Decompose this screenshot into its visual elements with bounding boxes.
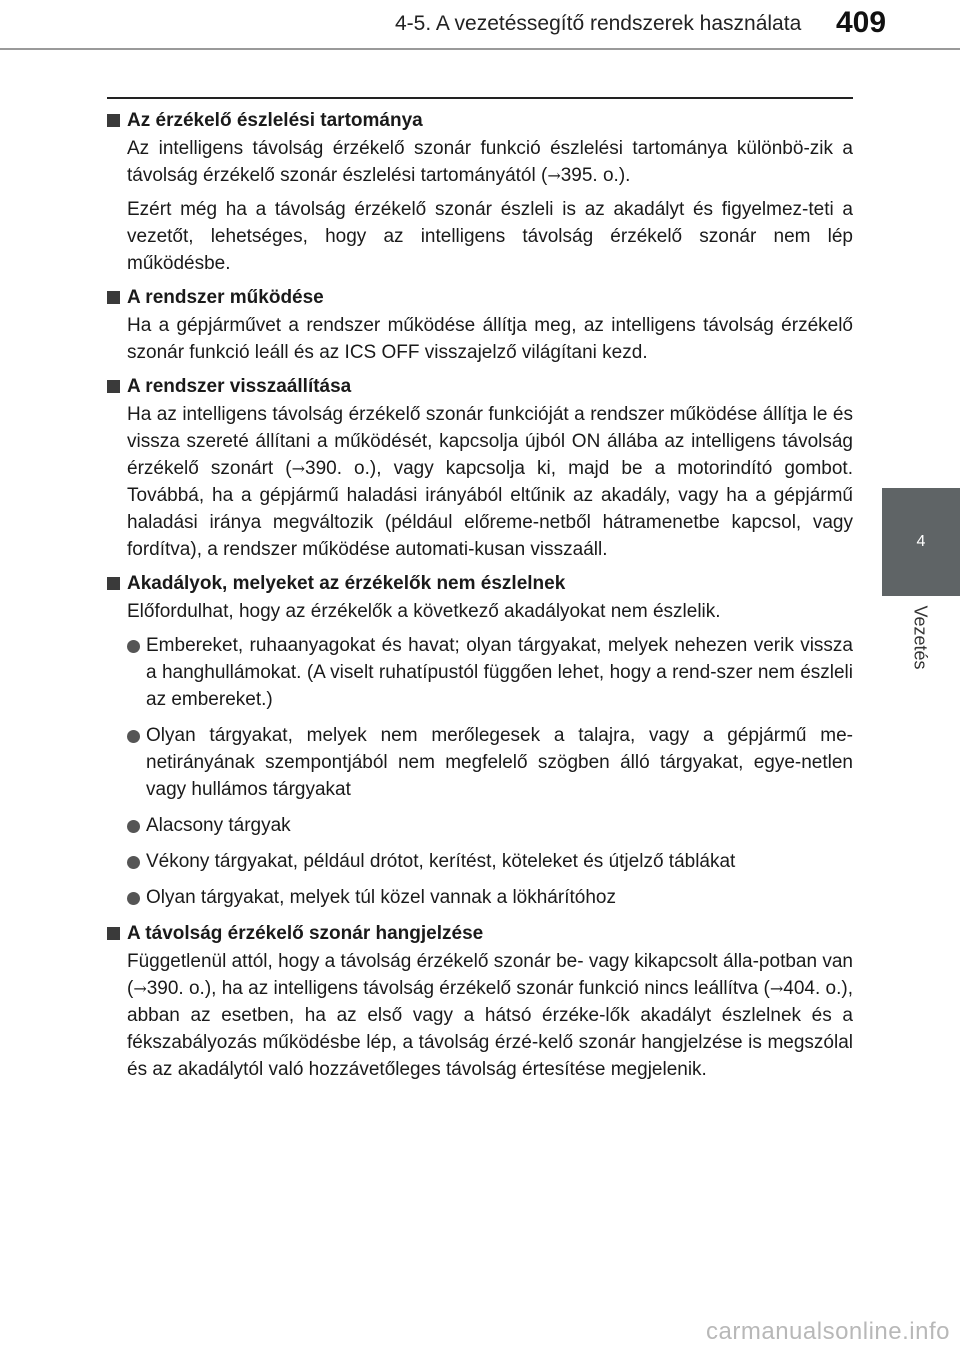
chapter-number: 4: [916, 533, 926, 550]
arrow-right-icon: →: [547, 166, 561, 185]
round-bullet-icon: [127, 820, 140, 833]
section-system-reset: [107, 373, 853, 563]
square-bullet-icon: [107, 380, 120, 393]
paragraph: Ha a gépjárművet a rendszer működése állítja meg, az intelligens távolság érzékelő szonár funkció leáll és az ICS OFF visszajelző világítani kezd.: [127, 315, 853, 363]
list-item: Olyan tárgyakat, melyek nem merőlegesek a talajra, vagy a gépjármű me-netirányának szempontjából nem megfelelő szögben álló tárgyakat, egye-netlen vagy hullámos tárgyakat: [127, 722, 853, 803]
paragraph: Előfordulhat, hogy az érzékelők a következő akadályokat nem észlelik.: [127, 601, 721, 622]
square-bullet-icon: [107, 927, 120, 940]
round-bullet-icon: [127, 730, 140, 743]
running-header: 4-5. A vezetéssegítő rendszerek használata: [395, 12, 802, 35]
header-rule: [0, 48, 960, 50]
section-system-operation: [107, 284, 853, 366]
heading-text: Az érzékelő észlelési tartománya: [127, 110, 423, 131]
paragraph: Ezért még ha a távolság érzékelő szonár észleli is az akadályt és figyelmez-teti a vezetőt, lehetséges, hogy az intelligens távolság érzékelő szonár nem lép működésbe.: [127, 199, 853, 274]
section-heading: [107, 570, 853, 597]
list-item: Olyan tárgyakat, melyek túl közel vannak a lökhárítóhoz: [127, 884, 853, 911]
chapter-label-container: [890, 592, 950, 682]
watermark: carmanualsonline.info: [706, 1318, 950, 1345]
round-bullet-icon: [127, 640, 140, 653]
square-bullet-icon: [107, 291, 120, 304]
list-item: Embereket, ruhaanyagokat és havat; olyan tárgyakat, melyek nehezen verik vissza a hanghullámokat. (A viselt ruhatípustól függően lehet, hogy a rend-szer nem észleli az embereket.): [127, 632, 853, 713]
arrow-right-icon: →: [291, 459, 305, 478]
heading-text: Akadályok, melyeket az érzékelők nem észlelnek: [127, 573, 566, 594]
square-bullet-icon: [107, 577, 120, 590]
section-heading: [107, 373, 853, 400]
round-bullet-icon: [127, 892, 140, 905]
heading-text: A távolság érzékelő szonár hangjelzése: [127, 923, 484, 944]
list-item: Vékony tárgyakat, például drótot, kerítést, köteleket és útjelző táblákat: [127, 848, 853, 875]
section-heading: [107, 107, 853, 134]
page-content: [107, 107, 853, 1090]
list-item: Alacsony tárgyak: [127, 812, 853, 839]
paragraph: Ha az intelligens távolság érzékelő szonár funkcióját a rendszer működése állítja le és vissza szereté állítani a működését, kapcsolja újból ON állába az intelligens távolság érzékelő szonárt (→390. o.), vagy kapcsolja ki, majd be a motorindító gombot. Továbbá, ha a gépjármű haladási irányából eltűnik az akadály, vagy ha a gépjármű haladási iránya megváltozik (például előreme-netből hátramenetbe kapcsol, vagy fordítva), a rendszer működése automati-kusan visszaáll.: [127, 404, 853, 560]
section-heading: [107, 920, 853, 947]
round-bullet-icon: [127, 856, 140, 869]
chapter-tab: [882, 488, 960, 596]
section-detection-range: [107, 107, 853, 277]
arrow-right-icon: →: [769, 979, 784, 998]
section-sonar-buzzer: [107, 920, 853, 1083]
paragraph: Az intelligens távolság érzékelő szonár funkció észlelési tartománya különbö-zik a távolság érzékelő szonár észlelési tartományától (→395. o.).: [127, 138, 853, 186]
heading-text: A rendszer működése: [127, 287, 324, 308]
heading-text: A rendszer visszaállítása: [127, 376, 352, 397]
paragraph: Függetlenül attól, hogy a távolság érzékelő szonár be- vagy kikapcsolt álla-potban van (→390. o.), ha az intelligens távolság érzékelő szonár funkció nincs leállítva (→404. o.), abban az esetben, ha az első vagy a hátsó érzéke-lők akadályt észlelnek és a fékszabályozás működésbe lép, a távolság érzé-kelő szonár hangjelzése is megszólal és az akadálytól való hozzávetőleges távolság értesítése megjelenik.: [127, 951, 853, 1080]
section-heading: [107, 284, 853, 311]
arrow-right-icon: →: [133, 979, 147, 998]
chapter-label: Vezetés: [910, 604, 931, 670]
section-rule: [107, 97, 853, 99]
square-bullet-icon: [107, 114, 120, 127]
section-undetected-obstacles: [107, 570, 853, 911]
page-number: 409: [836, 6, 887, 39]
